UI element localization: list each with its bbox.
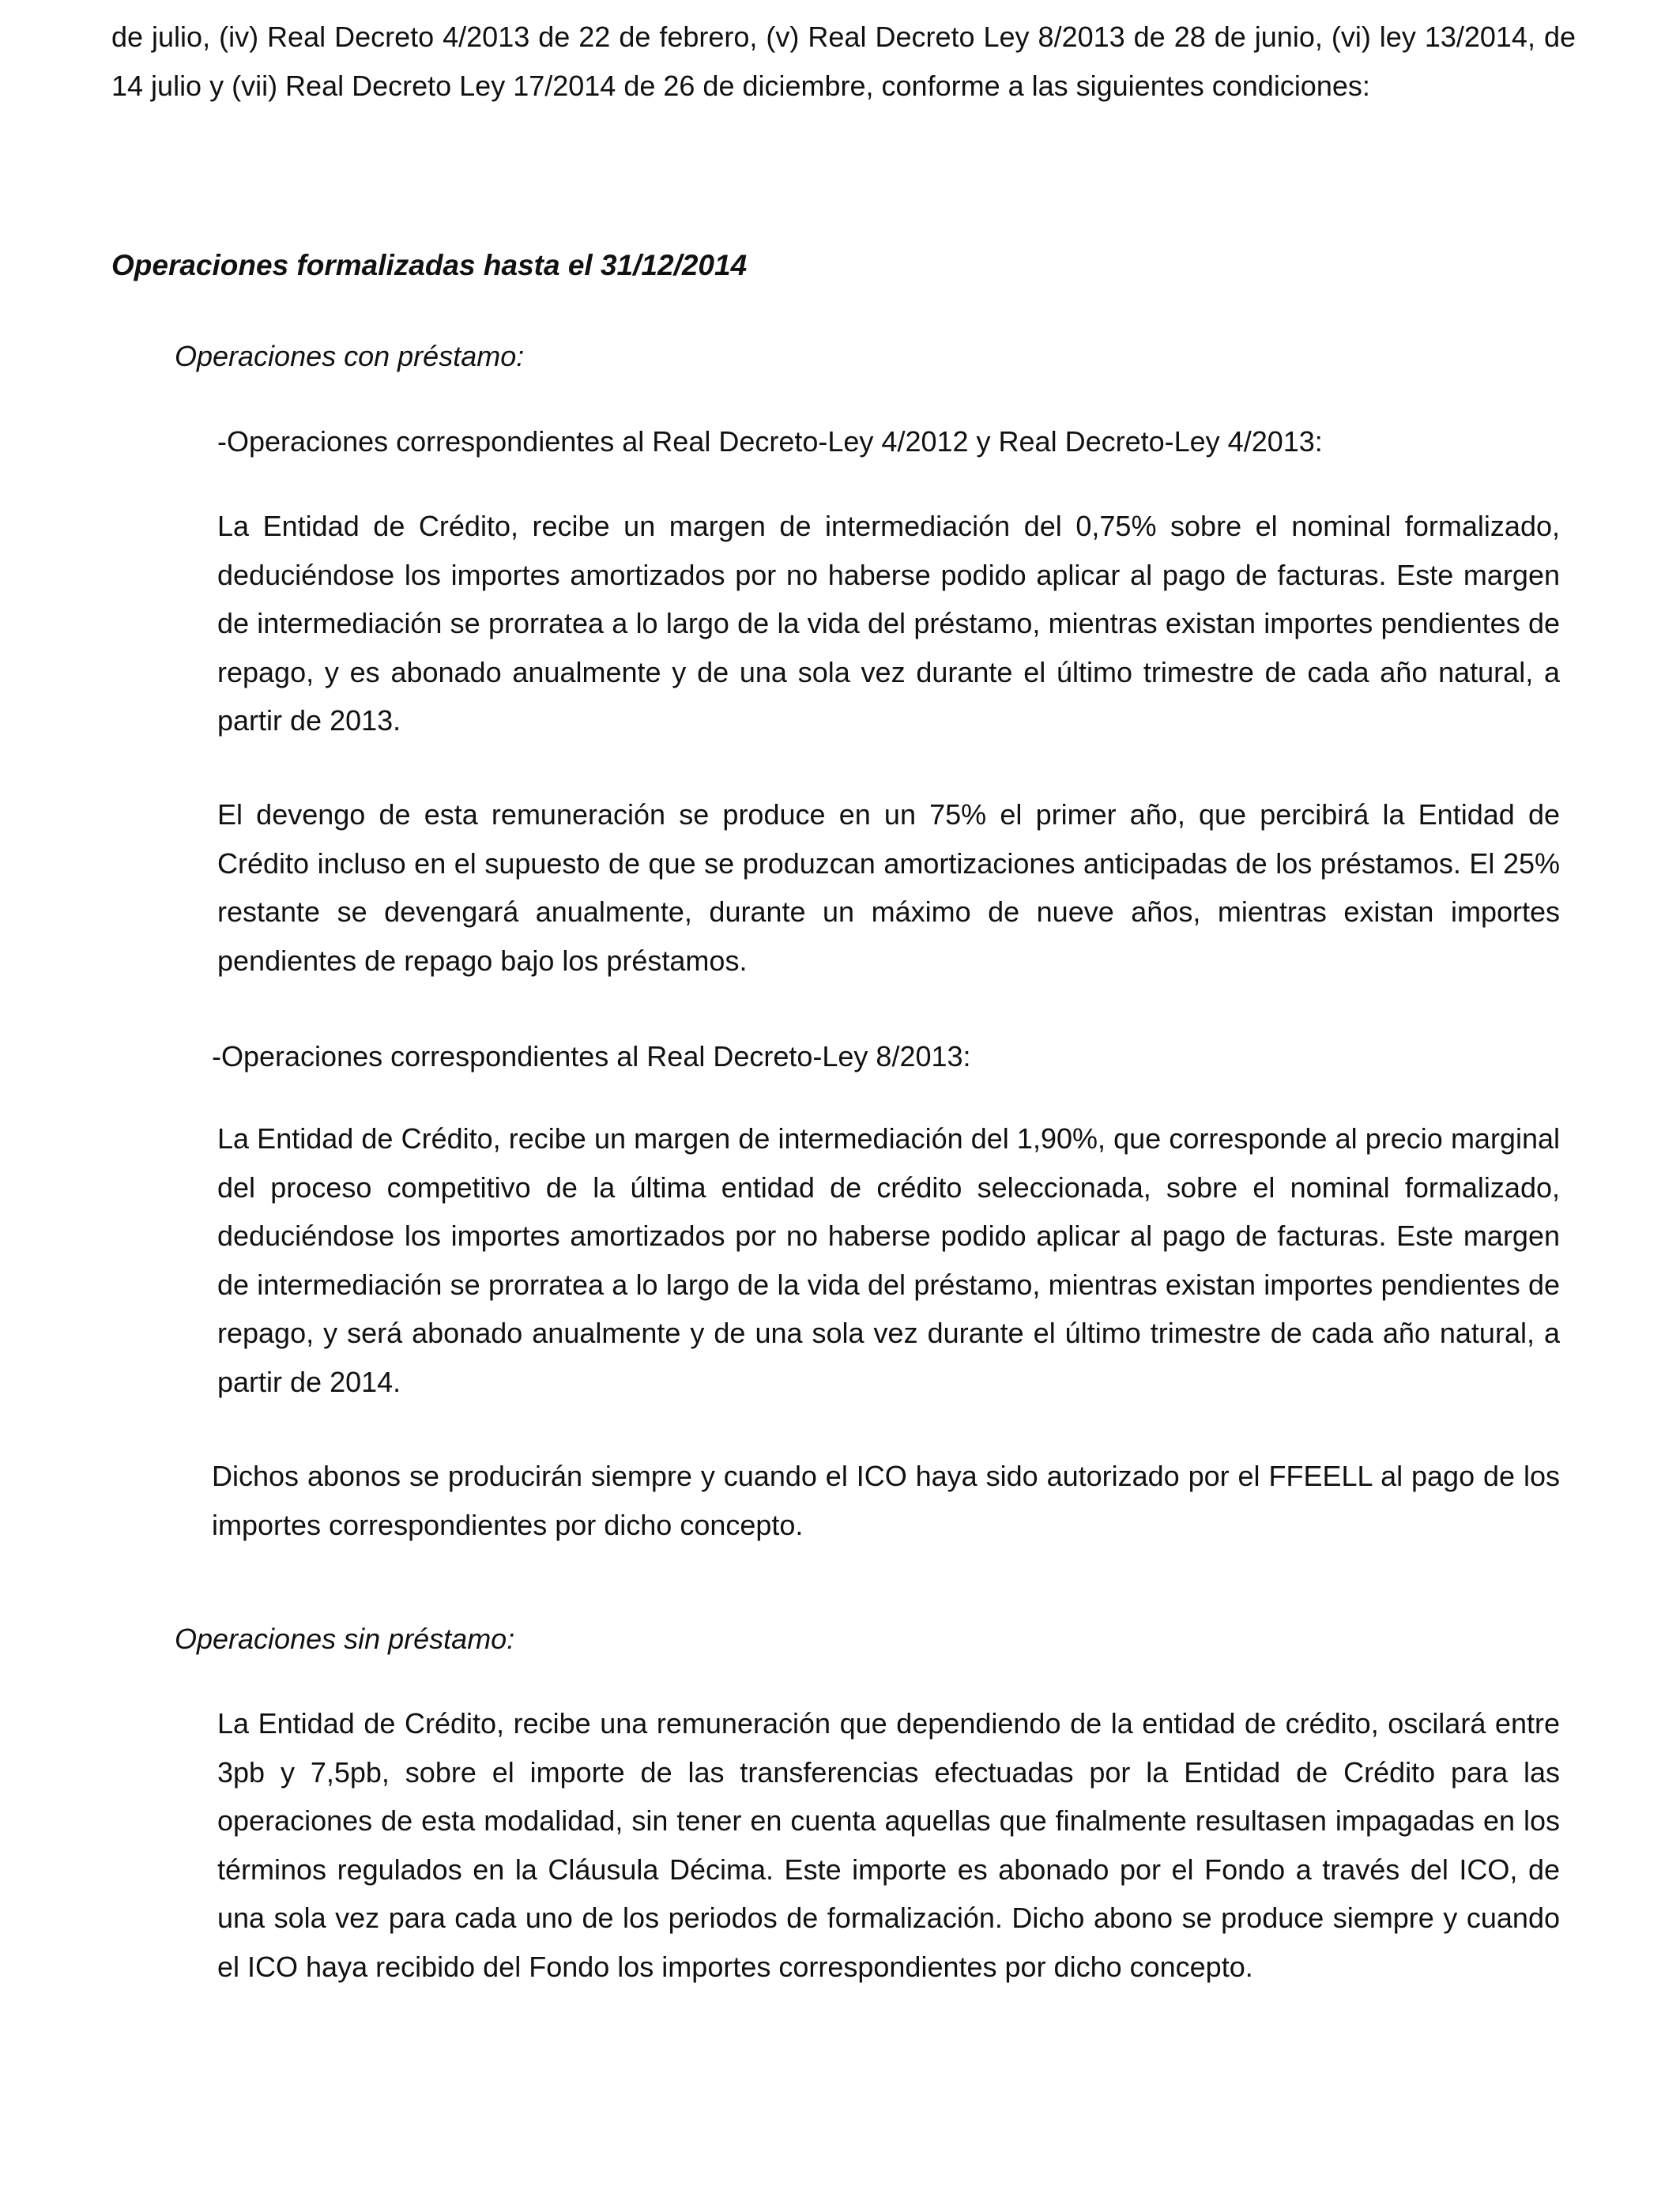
con-prestamo-closing-paragraph: Dichos abonos se producirán siempre y cuando el ICO haya sido autorizado por el FFEELL al pago de los importes correspondientes por dicho concepto. xyxy=(212,1460,1560,1541)
sin-prestamo-paragraph: La Entidad de Crédito, recibe una remuneración que dependiendo de la entidad de crédito, oscilará entre 3pb y 7,5pb, sobre el importe de las transferencias efectuadas por la Entidad de Crédito para las operaciones de esta modalidad, sin tener en cuenta aquellas que finalmente resultasen impagadas en los términos regulados en la Cláusula Décima. Este importe es abonado por el Fondo a través del ICO, de una sola vez para cada uno de los periodos de formalización. Dicho abono se produce siempre y cuando el ICO haya recibido del Fondo los importes correspondientes por dicho concepto. xyxy=(217,1707,1560,1983)
subsection1-paragraph-1: La Entidad de Crédito, recibe un margen de intermediación del 0,75% sobre el nominal formalizado, deduciéndose los importes amortizados por no haberse podido aplicar al pago de facturas. Este margen de intermediación se prorratea a lo largo de la vida del préstamo, mientras existan importes pendientes de repago, y es abonado anualmente y de una sola vez durante el último trimestre de cada año natural, a partir de 2013. xyxy=(217,510,1560,737)
section-heading: Operaciones formalizadas hasta el 31/12/2014 xyxy=(111,249,748,281)
subsection2-heading: -Operaciones correspondientes al Real Decreto-Ley 8/2013: xyxy=(212,1040,971,1072)
intro-paragraph: de julio, (iv) Real Decreto 4/2013 de 22 de febrero, (v) Real Decreto Ley 8/2013 de 28 de junio, (vi) ley 13/2014, de 14 julio y (vii) Real Decreto Ley 17/2014 de 26 de diciembre, conforme a las siguientes condiciones: xyxy=(111,21,1576,102)
subsection1-paragraph-2: El devengo de esta remuneración se produce en un 75% el primer año, que percibirá la Entidad de Crédito incluso en el supuesto de que se produzcan amortizaciones anticipadas de los préstamos. El 25% restante se devengará anualmente, durante un máximo de nueve años, mientras existan importes pendientes de repago bajo los préstamos. xyxy=(217,798,1560,977)
subsection1-heading: -Operaciones correspondientes al Real Decreto-Ley 4/2012 y Real Decreto-Ley 4/2013: xyxy=(217,425,1323,458)
subsection2-paragraph-1: La Entidad de Crédito, recibe un margen de intermediación del 1,90%, que corresponde al precio marginal del proceso competitivo de la última entidad de crédito seleccionada, sobre el nominal formalizado, deduciéndose los importes amortizados por no haberse podido aplicar al pago de facturas. Este margen de intermediación se prorratea a lo largo de la vida del préstamo, mientras existan importes pendientes de repago, y será abonado anualmente y de una sola vez durante el último trimestre de cada año natural, a partir de 2014. xyxy=(217,1122,1560,1398)
sin-prestamo-heading: Operaciones sin préstamo: xyxy=(175,1623,515,1655)
con-prestamo-heading: Operaciones con préstamo: xyxy=(175,340,525,372)
